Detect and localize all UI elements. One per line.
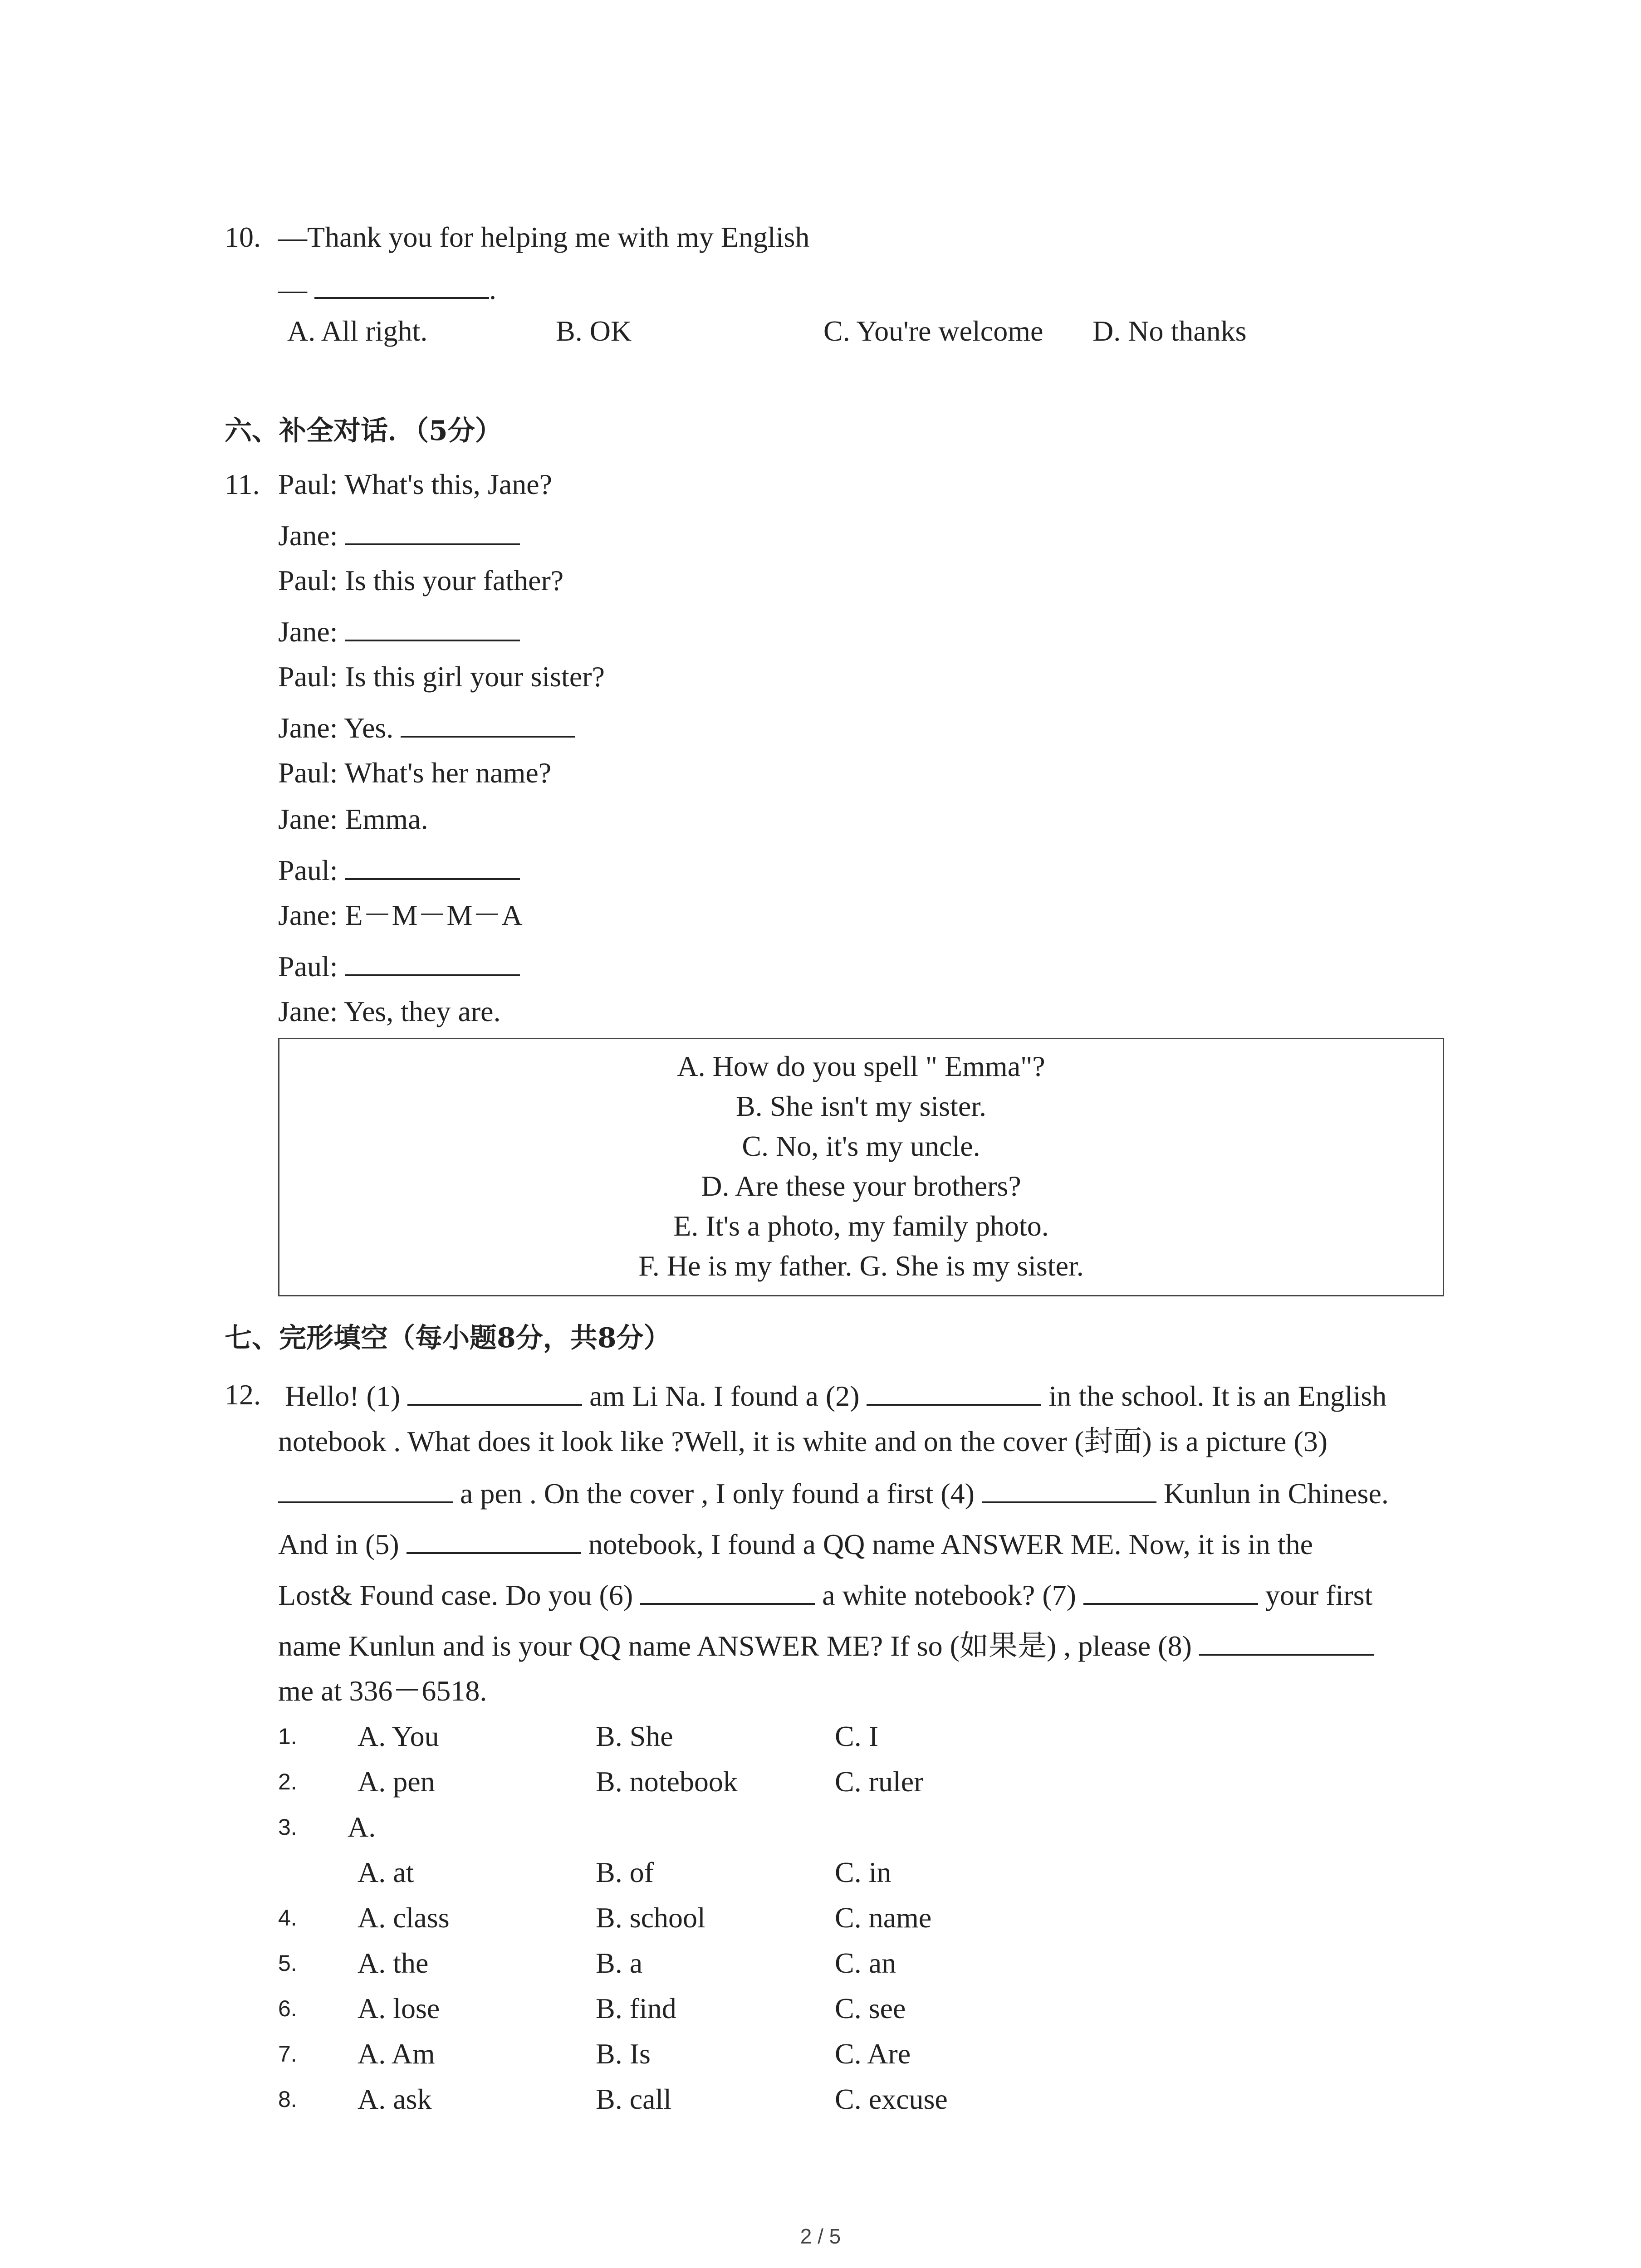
passage-text: in the school. It is an English [1048, 1380, 1387, 1412]
q10-blank[interactable] [314, 270, 489, 299]
cloze-q7-option-c[interactable]: C. Are [835, 2038, 911, 2070]
passage-line-1 [285, 1377, 1386, 1414]
q10-dash: — [278, 273, 307, 305]
cloze-q4-option-b[interactable]: B. school [596, 1901, 705, 1934]
cloze-q5-option-c[interactable]: C. an [835, 1947, 896, 1979]
passage-text: Lost& Found case. Do you (6) [278, 1579, 633, 1611]
passage-text: am Li Na. I found a (2) [589, 1380, 860, 1412]
dialog-line-3: Paul: Is this your father? [278, 564, 564, 596]
dialog-line-4 [278, 612, 520, 650]
cloze-q1-option-c[interactable]: C. I [835, 1720, 878, 1752]
cloze-q2-option-a[interactable]: A. pen [358, 1765, 435, 1798]
cloze-q8-option-c[interactable]: C. excuse [835, 2083, 948, 2115]
passage-text: notebook, I found a QQ name ANSWER ME. Now, it is in the [588, 1528, 1313, 1560]
dialog-line-8: Jane: Emma. [278, 803, 428, 835]
q10-option-d[interactable]: D. No thanks [1092, 315, 1247, 347]
choice-b: B. She isn't my sister. [735, 1090, 987, 1122]
dialog-line-9 [278, 851, 520, 889]
cloze-q7-number: 7. [278, 2041, 297, 2067]
passage-text: your first [1265, 1579, 1373, 1611]
passage-text: a white notebook? (7) [822, 1579, 1076, 1611]
choices-box [278, 1038, 1444, 1296]
cloze-q7-option-b[interactable]: B. Is [596, 2038, 651, 2070]
dialog-speaker: Jane: [278, 616, 338, 648]
dialog-line-6 [278, 709, 575, 746]
cloze-q2-number: 2. [278, 1769, 297, 1794]
dialog-speaker: Jane: [278, 519, 338, 552]
cloze-q3-number: 3. [278, 1814, 297, 1840]
choice-d: D. Are these your brothers? [701, 1170, 1021, 1202]
choice-a: A. How do you spell " Emma"? [677, 1050, 1045, 1082]
dialog-blank-3[interactable] [401, 709, 575, 738]
q10-period: . [489, 273, 496, 305]
cloze-q1-option-a[interactable]: A. You [358, 1720, 439, 1752]
cloze-q3-option-c[interactable]: C. in [835, 1856, 892, 1888]
dialog-speaker: Paul: [278, 950, 338, 982]
passage-text: Hello! (1) [285, 1380, 401, 1412]
choice-e: E. It's a photo, my family photo. [673, 1210, 1049, 1242]
dialog-line-5: Paul: Is this girl your sister? [278, 660, 605, 693]
cloze-q8-option-b[interactable]: B. call [596, 2083, 672, 2115]
cloze-q7-option-a[interactable]: A. Am [358, 2038, 435, 2070]
cloze-q4-number: 4. [278, 1905, 297, 1931]
cloze-q4-option-c[interactable]: C. name [835, 1901, 932, 1934]
passage-line-6 [278, 1627, 1374, 1664]
cloze-blank-8[interactable] [1199, 1627, 1374, 1656]
cloze-q6-option-c[interactable]: C. see [835, 1992, 906, 2024]
page-number: 2 / 5 [800, 2224, 841, 2248]
cloze-q8-number: 8. [278, 2087, 297, 2112]
cloze-q6-option-b[interactable]: B. find [596, 1992, 676, 2024]
section7-heading: 七、完形填空（每小题8分，共8分） [225, 1322, 671, 1354]
choice-f-g: F. He is my father. G. She is my sister. [638, 1250, 1084, 1282]
cloze-q3-option-a[interactable]: A. at [358, 1856, 414, 1888]
passage-line-4 [278, 1525, 1313, 1563]
passage-line-2: notebook . What does it look like ?Well, it is white and on the cover (封面) is a picture (3) [278, 1425, 1328, 1457]
cloze-q2-option-b[interactable]: B. notebook [596, 1765, 738, 1798]
cloze-blank-2[interactable] [867, 1377, 1041, 1406]
dialog-line-2 [278, 516, 520, 554]
cloze-q6-number: 6. [278, 1996, 297, 2021]
cloze-q5-number: 5. [278, 1950, 297, 1976]
cloze-q1-number: 1. [278, 1724, 297, 1749]
q10-prompt: —Thank you for helping me with my English [278, 221, 810, 253]
passage-text: name Kunlun and is your QQ name ANSWER ME? If so (如果是) , please (8) [278, 1630, 1192, 1662]
dialog-speaker: Paul: [278, 854, 338, 886]
passage-line-3 [278, 1474, 1389, 1512]
dialog-line-11 [278, 947, 520, 985]
cloze-q2-option-c[interactable]: C. ruler [835, 1765, 924, 1798]
dialog-blank-1[interactable] [345, 516, 520, 545]
cloze-q5-option-a[interactable]: A. the [358, 1947, 429, 1979]
passage-text: Kunlun in Chinese. [1163, 1477, 1389, 1510]
cloze-q3-option-b[interactable]: B. of [596, 1856, 654, 1888]
passage-text: And in (5) [278, 1528, 399, 1560]
cloze-blank-3[interactable] [278, 1474, 453, 1503]
cloze-blank-6[interactable] [640, 1576, 815, 1605]
dialog-line-10: Jane: E－M－M－A [278, 899, 523, 931]
dialog-line-12: Jane: Yes, they are. [278, 995, 501, 1027]
cloze-q6-option-a[interactable]: A. lose [358, 1992, 440, 2024]
cloze-q5-option-b[interactable]: B. a [596, 1947, 643, 1979]
section6-heading: 六、补全对话．（5分） [225, 415, 502, 447]
q10-option-b[interactable]: B. OK [556, 315, 632, 347]
q11-number: 11. [225, 468, 260, 500]
cloze-q3-extra: A. [348, 1811, 376, 1843]
dialog-line-1: Paul: What's this, Jane? [278, 468, 553, 500]
dialog-speaker: Jane: Yes. [278, 712, 394, 744]
cloze-q4-option-a[interactable]: A. class [358, 1901, 450, 1934]
cloze-q8-option-a[interactable]: A. ask [358, 2083, 432, 2115]
passage-text: a pen . On the cover , I only found a first (4) [460, 1477, 975, 1510]
dialog-blank-4[interactable] [345, 851, 520, 880]
passage-line-7: me at 336－6518. [278, 1675, 487, 1707]
passage-line-5 [278, 1576, 1372, 1613]
cloze-blank-7[interactable] [1083, 1576, 1258, 1605]
dialog-blank-2[interactable] [345, 612, 520, 641]
q10-option-a[interactable]: A. All right. [287, 315, 428, 347]
q10-option-c[interactable]: C. You're welcome [823, 315, 1043, 347]
cloze-blank-1[interactable] [407, 1377, 582, 1406]
q10-number: 10. [225, 221, 261, 253]
cloze-blank-4[interactable] [982, 1474, 1156, 1503]
choice-c: C. No, it's my uncle. [742, 1130, 980, 1162]
dialog-line-7: Paul: What's her name? [278, 757, 552, 789]
q12-number: 12. [225, 1378, 261, 1411]
cloze-q1-option-b[interactable]: B. She [596, 1720, 673, 1752]
q10-answer-line [278, 270, 496, 308]
cloze-blank-5[interactable] [407, 1525, 581, 1554]
dialog-blank-5[interactable] [345, 947, 520, 976]
